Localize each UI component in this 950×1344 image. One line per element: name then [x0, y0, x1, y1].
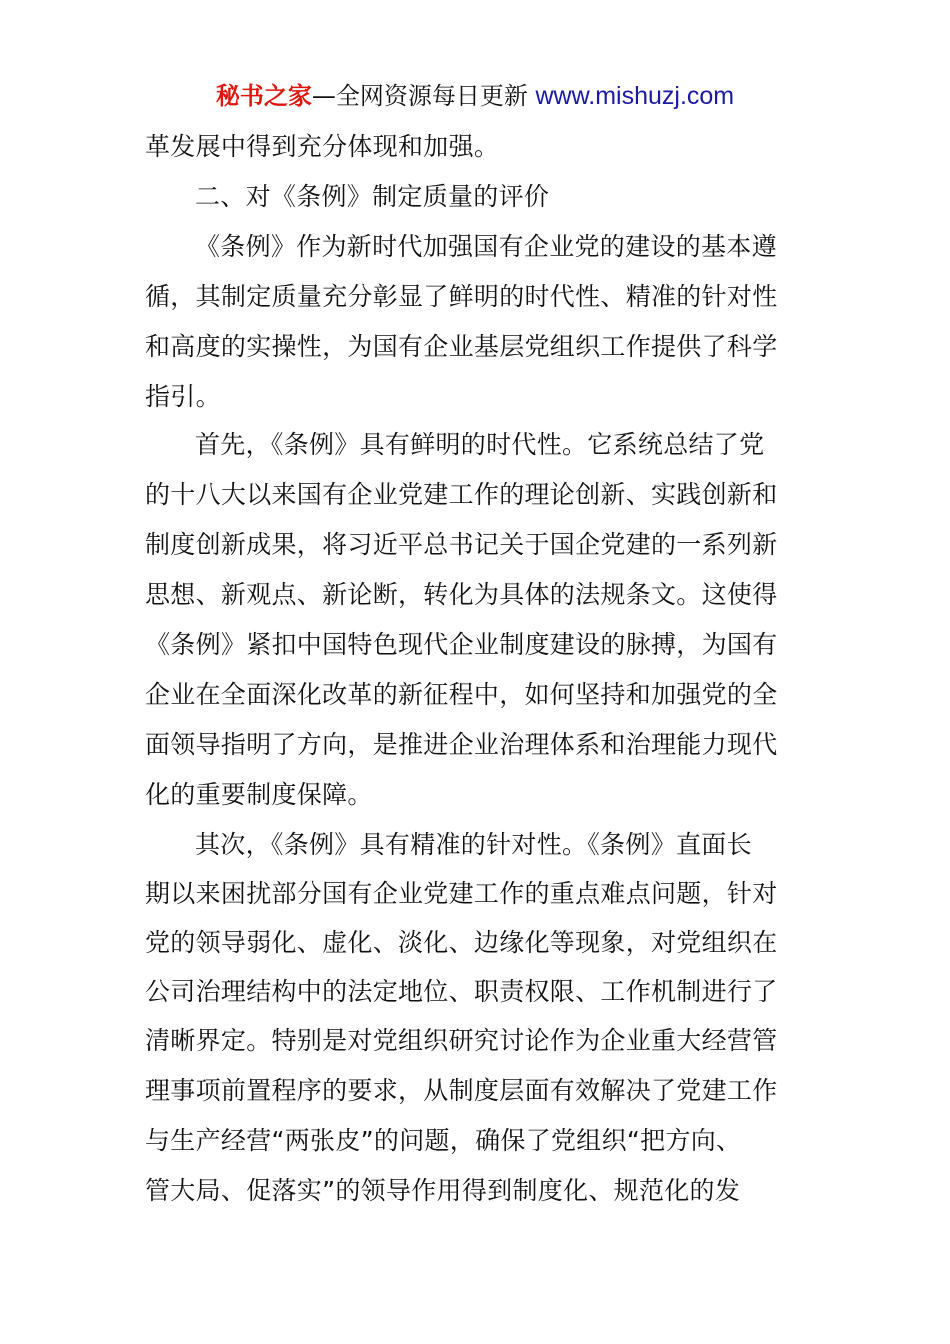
text-line: 首先，《条例》具有鲜明的时代性。它系统总结了党 [195, 430, 765, 459]
text-line: 管大局、促落实”的领导作用得到制度化、规范化的发 [145, 1176, 741, 1205]
text-line: 循，其制定质量充分彰显了鲜明的时代性、精准的针对性 [145, 282, 778, 311]
text-line: 制度创新成果，将习近平总书记关于国企党建的一系列新 [145, 530, 778, 559]
text-line: 面领导指明了方向，是推进企业治理体系和治理能力现代 [145, 730, 778, 759]
text-line: 思想、新观点、新论断，转化为具体的法规条文。这使得 [145, 580, 778, 609]
site-tagline: —全网资源每日更新 [311, 82, 536, 110]
text-line: 指引。 [145, 382, 221, 411]
section-heading: 二、对《条例》制定质量的评价 [195, 182, 550, 211]
text-line: 期以来困扰部分国有企业党建工作的重点难点问题，针对 [145, 879, 778, 908]
text-line: 与生产经营“两张皮”的问题，确保了党组织“把方向、 [145, 1126, 742, 1155]
site-url-link[interactable]: www.mishuzj.com [535, 82, 735, 110]
text-line: 的十八大以来国有企业党建工作的理论创新、实践创新和 [145, 480, 778, 509]
page-header [0, 80, 950, 112]
text-line: 化的重要制度保障。 [145, 780, 373, 809]
text-line: 党的领导弱化、虚化、淡化、边缘化等现象，对党组织在 [145, 928, 778, 957]
text-line: 企业在全面深化改革的新征程中，如何坚持和加强党的全 [145, 680, 778, 709]
text-line: 《条例》作为新时代加强国有企业党的建设的基本遵 [195, 232, 777, 261]
text-line: 其次，《条例》具有精准的针对性。《条例》直面长 [195, 830, 752, 859]
text-line: 公司治理结构中的法定地位、职责权限、工作机制进行了 [145, 977, 778, 1006]
site-brand: 秘书之家 [215, 82, 312, 110]
text-line: 和高度的实操性，为国有企业基层党组织工作提供了科学 [145, 332, 778, 361]
text-line: 清晰界定。特别是对党组织研究讨论作为企业重大经营管 [145, 1026, 778, 1055]
text-line: 革发展中得到充分体现和加强。 [145, 132, 500, 161]
text-line: 理事项前置程序的要求，从制度层面有效解决了党建工作 [145, 1076, 778, 1105]
text-line: 《条例》紧扣中国特色现代企业制度建设的脉搏，为国有 [145, 630, 778, 659]
